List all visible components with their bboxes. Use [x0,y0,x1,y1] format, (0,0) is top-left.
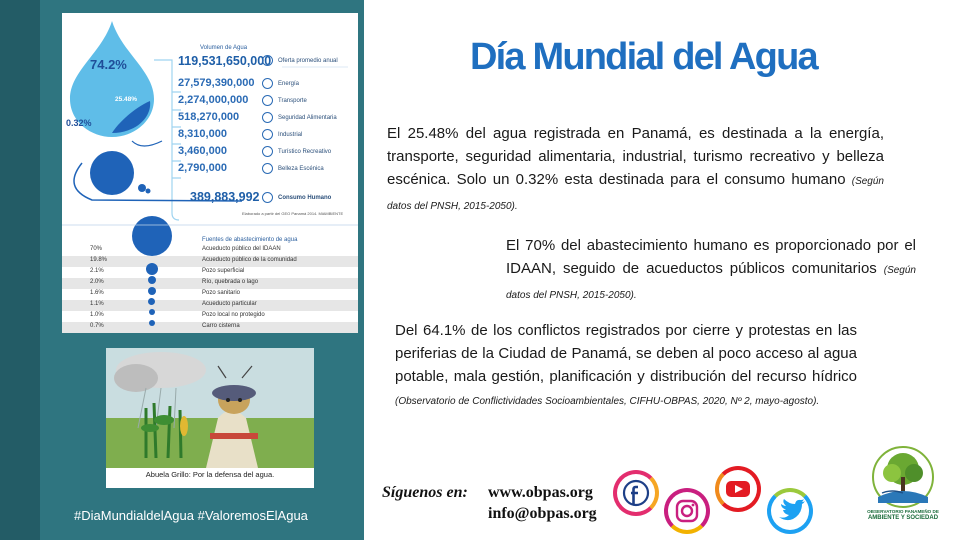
source-dot [146,263,158,275]
infographic-header: Volumen de Agua [200,45,248,51]
total-label: Oferta promedio anual [278,58,338,64]
left-strip [0,0,40,540]
source-dot [148,287,156,295]
tree-logo-icon [862,445,944,509]
cartoon-image [106,348,314,488]
source-dot [149,309,155,315]
use-label: Industrial [278,132,303,138]
cartoon-caption: Abuela Grillo: Por la defensa del agua. [145,470,275,479]
use-label: Energía [278,81,300,87]
human-consumption-circle [90,151,134,195]
use-value: 518,270,000 [178,111,240,123]
source-row: 1.1% Acueducto particular [90,301,257,307]
use-value: 3,460,000 [178,145,227,157]
use-value: 2,274,000,000 [178,94,249,106]
paragraph-conflicts: Del 64.1% de los conflictos registrados por cierre y protestas en las periferias de la Ciudad de Panamá, se deben al poco acceso al agua potable, mala gestión, planificación y distribución del recurso hídrico (Observatorio de Conflictividades Socioambientales, CIFHU-OBPAS, 2020, Nº 2, mayo-agosto). [395,322,857,407]
source-dot [149,320,155,326]
source-row: 1.0% Pozo local no protegido [90,312,265,318]
total-value: 119,531,650,000 [178,54,272,68]
water-icon [262,55,273,66]
youtube-icon[interactable] [715,466,761,512]
energy-icon [262,78,273,89]
sources-header: Fuentes de abastecimiento de agua [202,237,298,243]
use-label: Seguridad Alimentaria [278,115,337,121]
paragraph-water-use: El 25.48% del agua registrada en Panamá, es destinada a la energía, transporte, seguridad alimentaria, industrial, turismo recreativo y belleza escénica. Solo un 0.32% esta destinada para el consumo humano (Según datos del PNSH, 2015-2050). [387,125,884,212]
use-value: 27,579,390,000 [178,77,255,89]
industry-icon [262,129,273,140]
source-dot [148,298,155,305]
drop-percent: 74.2% [90,57,127,72]
source-row: 0.7% Carro cisterna [90,323,240,329]
citation: (Observatorio de Conflictividades Socioambientales, CIFHU-OBPAS, 2020, Nº 2, mayo-agosto). [395,396,820,407]
org-name: OBSERVATORIO PANAMEÑO DE AMBIENTE Y SOCIEDAD [867,509,939,521]
use-label: Turístico Recreativo [278,149,332,155]
source-row: 2.1% Pozo superficial [90,268,245,274]
hashtags: #DiaMundialdelAgua #ValoremosElAgua [74,508,308,523]
source-row: 70% Acueducto público del IDAAN [90,246,281,252]
instagram-icon[interactable] [664,488,710,534]
email-link[interactable]: info@obpas.org [488,505,597,522]
use-value: 2,790,000 [178,162,227,174]
use-value: 8,310,000 [178,128,227,140]
paragraph-supply: El 70% del abastecimiento humano es proporcionado por el IDAAN, seguido de acueductos públicos comunitarios (Según datos del PNSH, 2015-2050). [506,237,916,301]
human-icon [262,192,273,203]
source-dot [148,276,156,284]
page-title: Día Mundial del Agua [470,36,817,78]
small-percent: 0.32% [66,118,92,128]
follow-label: Síguenos en: [382,484,468,501]
facebook-icon[interactable] [613,470,659,516]
org-logo [862,445,944,535]
twitter-icon[interactable] [767,488,813,534]
landscape-icon [262,163,273,174]
use-label: Belleza Escénica [278,166,324,172]
infographic-credit: Elaborado a partir del GEO Panamá 2014. MiAMBIENTE [242,211,344,216]
tourism-icon [262,146,273,157]
website-link[interactable]: www.obpas.org [488,484,593,501]
abuela-grillo-illustration [106,348,314,468]
citation: (Según datos del PNSH, 2015-2050). [387,176,884,212]
human-label: Consumo Humano [278,195,332,201]
use-label: Transporte [278,98,307,104]
source-row: 2.0% Río, quebrada o lago [90,279,259,285]
inner-percent: 25.48% [115,96,138,103]
transport-icon [262,95,273,106]
water-infographic [62,13,358,333]
food-security-icon [262,112,273,123]
source-row: 1.6% Pozo sanitario [90,290,241,296]
citation: (Según datos del PNSH, 2015-2050). [506,265,916,301]
human-value: 389,883,992 [190,190,260,204]
source-row: 19.8% Acueducto público de la comunidad [90,257,297,263]
